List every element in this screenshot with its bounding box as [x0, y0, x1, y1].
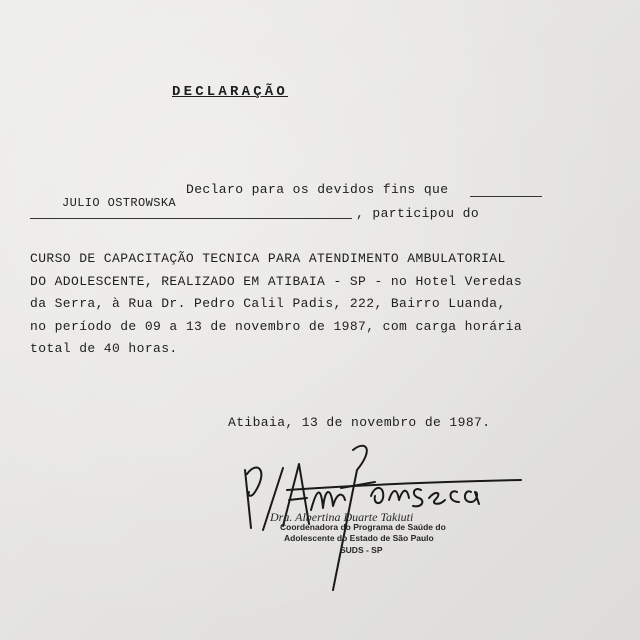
- document-body: [30, 248, 522, 361]
- stamp-line-3: SUDS - SP: [340, 545, 383, 555]
- declaro-line: Declaro para os devidos fins que: [186, 182, 449, 197]
- body-line: CURSO DE CAPACITAÇÃO TECNICA PARA ATENDIMENTO AMBULATORIAL: [30, 251, 506, 266]
- stamp-name: Dra. Albertina Duarte Takiuti: [270, 510, 414, 524]
- participou-line: , participou do: [356, 206, 480, 221]
- body-line: total de 40 horas.: [30, 341, 178, 356]
- place-date: Atibaia, 13 de novembro de 1987.: [228, 415, 491, 430]
- body-line: DO ADOLESCENTE, REALIZADO EM ATIBAIA - SP - no Hotel Veredas: [30, 273, 523, 289]
- participant-name: JULIO OSTROWSKA: [62, 196, 177, 210]
- body-line: no período de 09 a 13 de novembro de 1987, com carga horária: [30, 318, 523, 334]
- blank-line-1: [470, 196, 542, 197]
- stamp-line-2: Adolescente do Estado de São Paulo: [284, 533, 434, 543]
- body-line: da Serra, à Rua Dr. Pedro Calil Padis, 222, Bairro Luanda,: [30, 296, 506, 311]
- stamp-line-1: Coordenadora do Programa de Saúde do: [280, 522, 446, 532]
- blank-line-2: [30, 218, 352, 219]
- document-title: DECLARAÇÃO: [172, 84, 289, 100]
